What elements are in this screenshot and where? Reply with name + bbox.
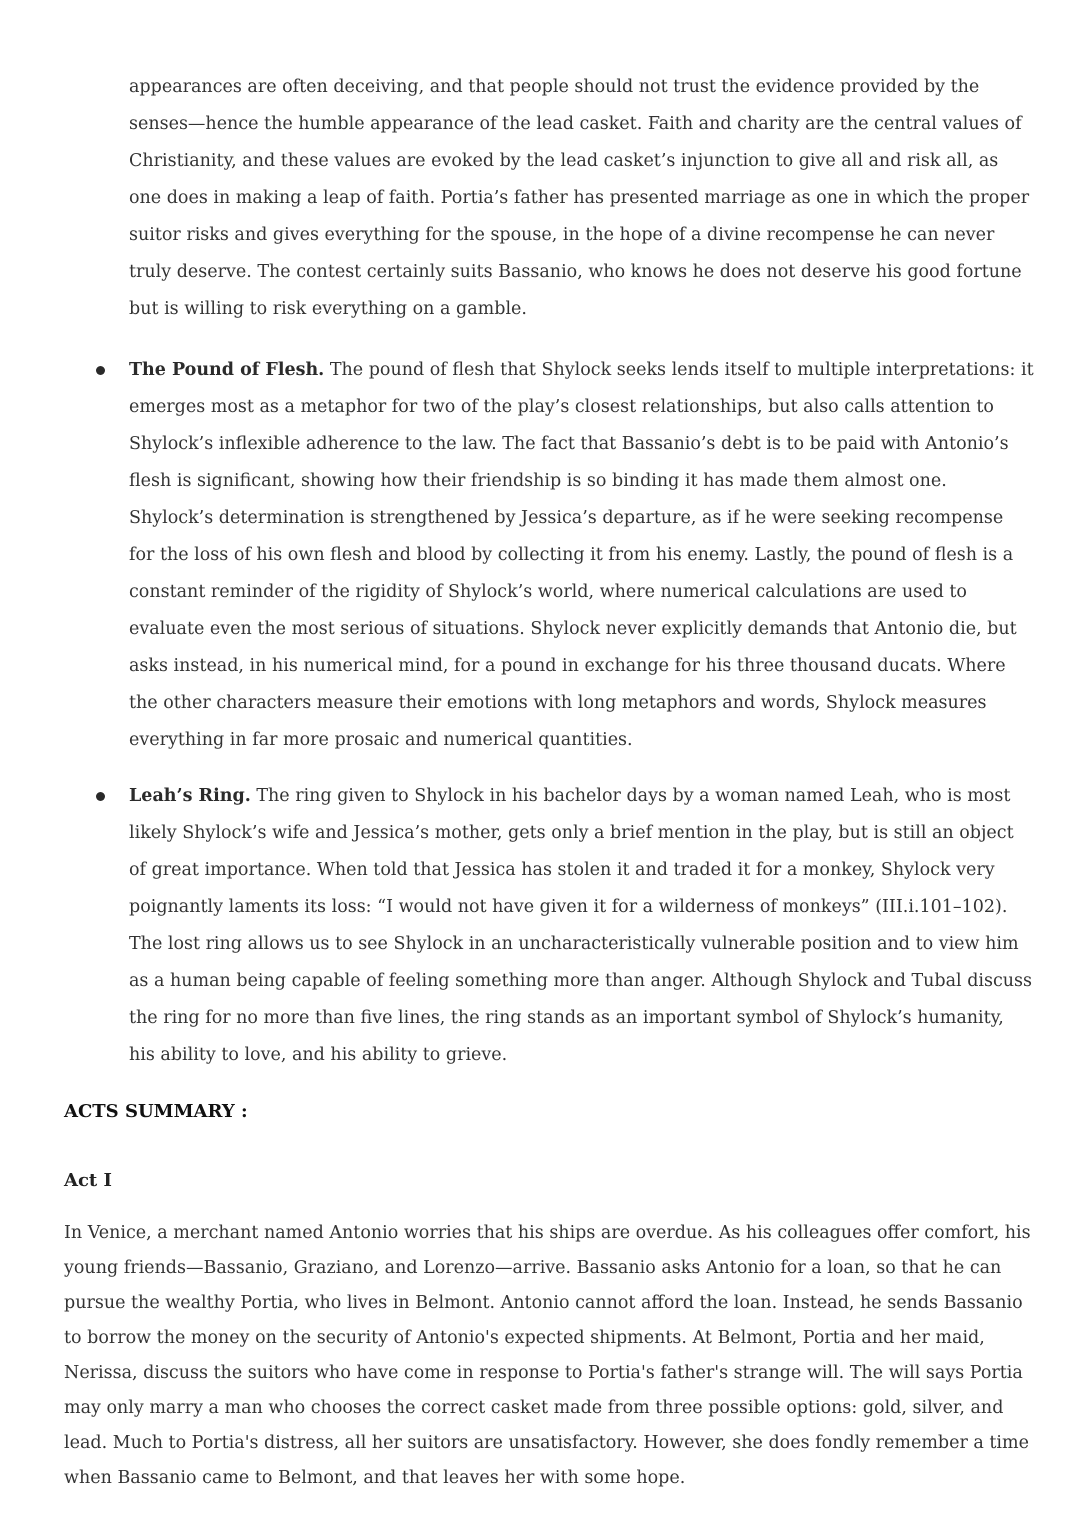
symbol-text: The ring given to Shylock in his bachelor days by a woman named Leah, who is most likely Shylock’s wife and Jessica’s mother, gets only a brief mention in the play, but is still an object of great importance. When told that Jessica has stolen it and traded it for a monkey, Shylock very poignantly laments its loss: “I would not have given it for a wilderness of monkeys” (III.i.101–102). The lost ring allows us to see Shylock in an uncharacteristically vulnerable position and to view him as a human being capable of feeling something more than anger. Although Shylock and Tubal discuss the ring for no more than five lines, the ring stands as an important symbol of Shylock’s humanity, his ability to love, and his ability to grieve.: [129, 786, 1033, 1065]
symbol-item-pound-of-flesh: [129, 352, 1034, 759]
symbol-title: Leah’s Ring.: [129, 786, 251, 806]
act-one-summary: In Venice, a merchant named Antonio worries that his ships are overdue. As his colleagues offer comfort, his young friends—Bassanio, Graziano, and Lorenzo—arrive. Bassanio asks Antonio for a loan, so that he can pursue the wealthy Portia, who lives in Belmont. Antonio cannot afford the loan. Instead, he sends Bassanio to borrow the money on the security of Antonio's expected shipments. At Belmont, Portia and her maid, Nerissa, discuss the suitors who have come in response to Portia's father's strange will. The will says Portia may only marry a man who chooses the correct casket made from three possible options: gold, silver, and lead. Much to Portia's distress, all her suitors are unsatisfactory. However, she does fondly remember a time when Bassanio came to Belmont, and that leaves her with some hope.: [64, 1223, 1031, 1488]
symbol-item-leahs-ring: [129, 778, 1034, 1074]
bullet-icon: [96, 366, 105, 375]
acts-summary-heading: ACTS SUMMARY :: [64, 1101, 248, 1122]
caskets-paragraph-continuation: appearances are often deceiving, and that people should not trust the evidence provided by the senses—hence the humble appearance of the lead casket. Faith and charity are the central values of Christianity, and these values are evoked by the lead casket’s injunction to give all and risk all, as one does in making a leap of faith. Portia’s father has presented marriage as one in which the proper suitor risks and gives everything for the spouse, in the hope of a divine recompense he can never truly deserve. The contest certainly suits Bassanio, who knows he does not deserve his good fortune but is willing to risk everything on a gamble.: [129, 77, 1030, 319]
symbol-title: The Pound of Flesh.: [129, 360, 325, 380]
symbol-text: The pound of flesh that Shylock seeks lends itself to multiple interpretations: it emerges most as a metaphor for two of the play’s closest relationships, but also calls attention to Shylock’s inflexible adherence to the law. The fact that Bassanio’s debt is to be paid with Antonio’s flesh is significant, showing how their friendship is so binding it has made them almost one. Shylock’s determination is strengthened by Jessica’s departure, as if he were seeking recompense for the loss of his own flesh and blood by collecting it from his enemy. Lastly, the pound of flesh is a constant reminder of the rigidity of Shylock’s world, where numerical calculations are used to evaluate even the most serious of situations. Shylock never explicitly demands that Antonio die, but asks instead, in his numerical mind, for a pound in exchange for his three thousand ducats. Where the other characters measure their emotions with long metaphors and words, Shylock measures everything in far more prosaic and numerical quantities.: [129, 360, 1034, 750]
act-one-heading: Act I: [64, 1170, 112, 1191]
bullet-icon: [96, 792, 105, 801]
